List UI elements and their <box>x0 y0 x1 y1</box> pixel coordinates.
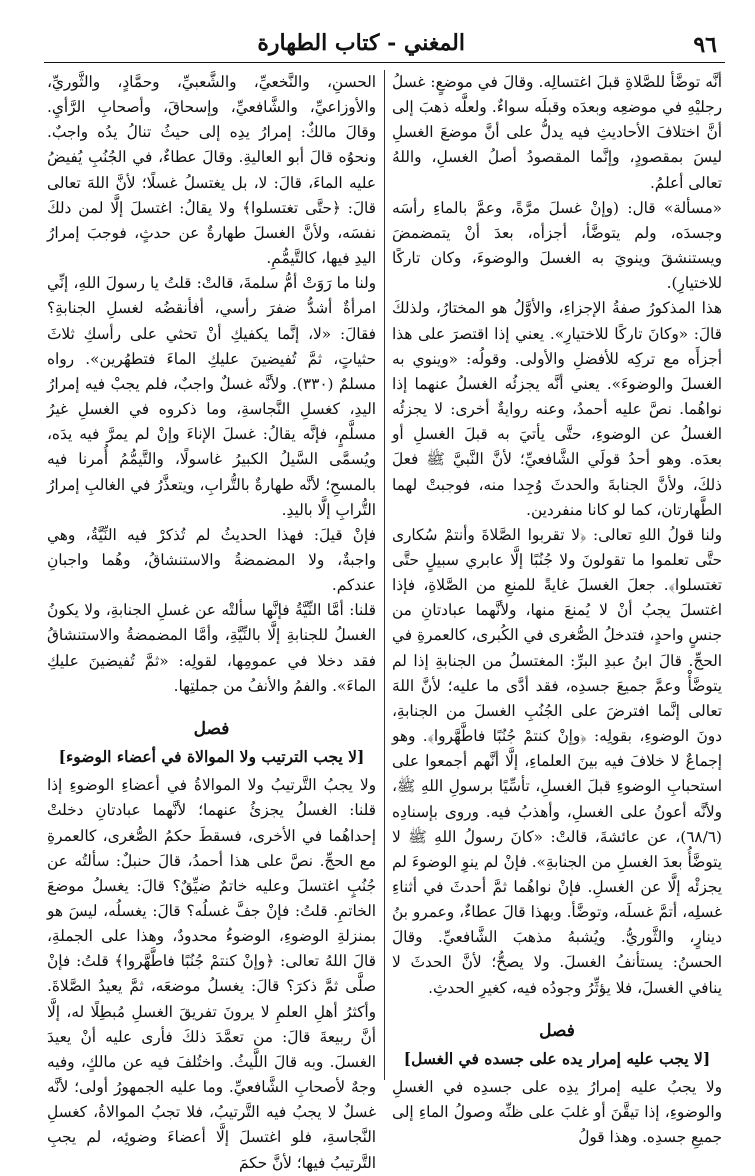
paragraph: الحسنِ، والنَّخعيِّ، والشَّعبيِّ، وحمَّادٍ، والثَّوريِّ، والأوزاعيِّ، والشَّافعيِّ، وإسحاقَ، وأصحابِ الرَّأيِ. وقالَ مالكٌ: إمرارُ يدِه إلى حيثُ تنالُ يدُه واجبٌ. ونحوُه قالَ أبو العاليةِ. وقالَ عطاءٌ، في الجُنُبِ يُفيضُ عليه الماءَ، قالَ: لا، بل يغتسلُ غسلًا؛ لأنَّ اللهَ تعالى قالَ: ﴿حتَّى تغتسلوا﴾ ولا يقالُ: اغتسلَ إلَّا لمن دلكَ نفسَه، ولأنَّ الغسلَ طهارةٌ عن حدثٍ، فوجبَ إمرارُ اليدِ فيها، كالتَّيمُّمِ. <box>47 73 376 268</box>
section-title: فصل <box>193 718 230 739</box>
page-number: ٩٦ <box>693 32 717 58</box>
right-column <box>392 70 722 1147</box>
paragraph: ولنا قولُ اللهِ تعالى: ﴿لا تقربوا الصَّلاةَ وأنتمْ سُكارى حتَّى تعلموا ما تقولونَ ولا جُنُبًا إلَّا عابري سبيلٍ حتَّى تغتسلوا﴾. جعلَ الغسلَ غايةً للمنعِ من الصَّلاةِ، فإذا اغتسلَ يجبُ أنْ لا يُمنعَ منها، ولأنَّهما عبادتانِ من جنسٍ واحدٍ، فتدخلُ الصُّغرى في الكُبرى، كالعمرةِ في الحجِّ. قالَ ابنُ عبدِ البرِّ: المغتسلُ من الجنابةِ إذا لم يتوضَّأْ وعمَّ جميعَ جسدِه، فقد أدَّى ما عليه؛ لأنَّ اللهَ تعالى إنَّما افترضَ على الجُنُبِ الغسلَ من الجنابةِ، دونَ الوضوءِ، بقولِه: ﴿وإنْ كنتمْ جُنُبًا فاطَّهَّروا﴾. وهو إجماعٌ لا خلافَ فيه بينَ العلماءِ، إلَّا أنَّهم أجمعوا على استحبابِ الوضوءِ قبلَ الغسلِ، تأسِّيًا برسولِ اللهِ ﷺ، ولأنَّه أعونُ على الغسلِ، وأهذبُ فيه. وروى بإسنادِه (٦٨/٦)، عن عائشةَ، قالتْ: «كانَ رسولُ اللهِ ﷺ لا يتوضَّأُ بعدَ الغسلِ من الجنابةِ». فإنْ لم ينوِ الوضوءَ لم يجزئْه إلَّا عن الغسلِ. فإنْ نواهُما ثمَّ أحدثَ في أثناءِ غسلِه، أتمَّ غسلَه، وتوضَّأ. وبهذا قالَ عطاءٌ، وعمرو بنُ دينارٍ، والثَّوريُّ. ويُشبهُ مذهبَ الشَّافعيِّ. وقالَ الحسنُ: يستأنفُ الغسلَ. ولا يصحُّ؛ لأنَّ الحدثَ لا ينافي الغسلَ، فلا يؤثِّرُ وجودُه فيه، كغيرِ الحدثِ. <box>392 525 722 997</box>
section-subtitle: [لا يجب الترتيب ولا الموالاة في أعضاء الوضوء] <box>58 747 365 767</box>
paragraph: فإنْ قيلَ: فهذا الحديثُ لم تُذكرْ فيه النِّيَّةُ، وهي واجبةٌ، ولا المضمضةُ والاستنشاقُ، وهُما واجبانِ عندكم. <box>47 525 376 595</box>
paragraph: ولنا ما رَوَتْ أمُّ سلمةَ، قالتْ: قلتُ يا رسولَ اللهِ، إنِّي امرأةٌ أشدُّ ضفرَ رأسي، أفأنقضُه لغسلِ الجنابةِ؟ فقالَ: «لا، إنَّما يكفيكِ أنْ تحثي على رأسكِ ثلاثَ حثياتٍ، ثمَّ تُفيضينَ عليكِ الماءَ فتطهُرين». رواه مسلمٌ (٣٣٠). ولأنَّه غسلٌ واجبٌ، فلم يجبْ فيه إمرارُ اليدِ، كغسلِ النَّجاسةِ، وما ذكروه في الغسلِ غيرُ مسلَّمٍ، فإنَّه يقالُ: غسلَ الإناءَ وإنْ لم يمرَّ فيه يدَه، ويُسمَّى السَّيلُ الكبيرُ غاسولًا، والتَّيمُّمُ أُمرنا فيه بالمسحِ؛ لأنَّه طهارةٌ بالتُّرابِ، ويتعذَّرُ في الغالبِ إمرارُ التُّرابِ إلَّا باليدِ. <box>47 274 377 519</box>
page-header <box>44 26 725 62</box>
header-rule <box>44 62 725 63</box>
paragraph: هذا المذكورُ صفةُ الإجزاءِ، والأوَّلُ هو المختارُ، ولذلكَ قالَ: «وكانَ تاركًا للاختيارِ». يعني إذا اقتصرَ على هذا أجزأَه مع تركِه للأفضلِ والأولى. وقولُه: «وينوي به الغسلَ والوضوءَ». يعني أنَّه يجزئُه الغسلُ عنهما إذا نواهُما. نصَّ عليه أحمدُ، وعنه روايةٌ أخرى: لا يجزئُه الغسلُ عن الوضوءِ، حتَّى يأتيَ به قبلَ الغسلِ أو بعدَه. وهو أحدُ قولَي الشَّافعيِّ؛ لأنَّ النَّبيَّ ﷺ فعلَ ذلكَ، ولأنَّ الجنابةَ والحدثَ وُجِدا منه، فوجبتْ لهما الطَّهارتان، كما لو كانا منفردين. <box>392 299 722 519</box>
paragraph: أنَّه توضَّأ للصَّلاةِ قبلَ اغتسالِه. وقالَ في موضعٍ: غسلُ رجليْهِ في موضعِه وبعدَه وقبلَه سواءٌ. ولعلَّه ذهبَ إلى أنَّ اختلافَ الأحاديثِ فيه يدلُّ على أنَّ موضعَ الغسلِ ليسَ بمقصودٍ، وإنَّما المقصودُ أصلُ الغسلِ، واللهُ تعالى أعلمُ. <box>392 73 722 192</box>
section-subtitle: [لا يجب عليه إمرار يده على جسده في الغسل] <box>403 1048 711 1068</box>
paragraph: ولا يجبُ التَّرتيبُ ولا الموالاةُ في أعضاءِ الوضوءِ إذا قلنا: الغسلُ يجزئُ عنهما؛ لأنَّهما عبادتانِ دخلتْ إحداهُما في الأخرى، فسقطَ حكمُ الصُّغرى، كالعمرةِ مع الحجِّ. نصَّ على هذا أحمدُ، قالَ حنبلٌ: سألتُه عن جُنُبٍ اغتسلَ وعليه خاتمٌ ضيِّقٌ؟ قالَ: يغسلُ موضعَ الخاتمِ. قلتُ: فإنْ جفَّ غسلُه؟ قالَ: يغسلُه، ليسَ هو بمنزلةِ الوضوءِ، الوضوءُ محدودٌ، وهذا على الجملةِ، قالَ اللهُ تعالى: ﴿وإنْ كنتمْ جُنُبًا فاطَّهَّروا﴾ قلتُ: فإنْ صلَّى ثمَّ ذكرَ؟ قالَ: يغسلُ موضعَه، ثمَّ يعيدُ الصَّلاةَ. وأكثرُ أهلِ العلمِ لا يرونَ تفريقَ الغسلِ مُبطِلًا له، إلَّا أنَّ ربيعةَ قالَ: من تعمَّدَ ذلكَ فأرى عليه أنْ يعيدَ الغسلَ. وبه قالَ اللَّيثُ. واختُلفَ فيه عن مالكٍ، وفيه وجهٌ لأصحابِ الشَّافعيِّ. وما عليه الجمهورُ أولى؛ لأنَّه غسلٌ لا يجبُ فيه التَّرتيبُ، فلا تجبُ الموالاةُ، كغسلِ النَّجاسةِ، فلو اغتسلَ إلَّا أعضاءَ وضوئِه، لم يجبِ التَّرتيبُ فيها؛ لأنَّ حكمَ <box>47 776 376 1172</box>
left-column <box>47 70 377 1172</box>
paragraph: «مسألة» قال: (وإنْ غسلَ مرَّةً، وعمَّ بالماءِ رأسَه وجسدَه، ولم يتوضَّأ، أجزأه، بعدَ أنْ يتمضمضَ ويستنشقَ وينويَ به الغسلَ والوضوءَ، وكان تاركًا للاختيارِ). <box>392 198 722 293</box>
column-divider <box>384 70 385 1080</box>
section-title: فصل <box>539 1020 575 1041</box>
paragraph: قلنا: أمَّا النِّيَّةُ فإنَّها سألتْه عن غسلِ الجنابةِ، ولا يكونُ الغسلُ للجنابةِ إلَّا بالنِّيَّةِ، وأمَّا المضمضةُ والاستنشاقُ فقد دخلا في عمومِها، لقولِه: «ثمَّ تُفيضينَ عليكِ الماءَ». والفمُ والأنفُ من جملتِها. <box>47 601 376 695</box>
running-head: المغني - كتاب الطهارة <box>257 30 465 56</box>
paragraph: ولا يجبُ عليه إمرارُ يدِه على جسدِه في الغسلِ والوضوءِ، إذا تيقَّنَ أو غلبَ على ظنِّه وصولُ الماءِ إلى جميعِ جسدِه. وهذا قولُ <box>392 1078 722 1147</box>
